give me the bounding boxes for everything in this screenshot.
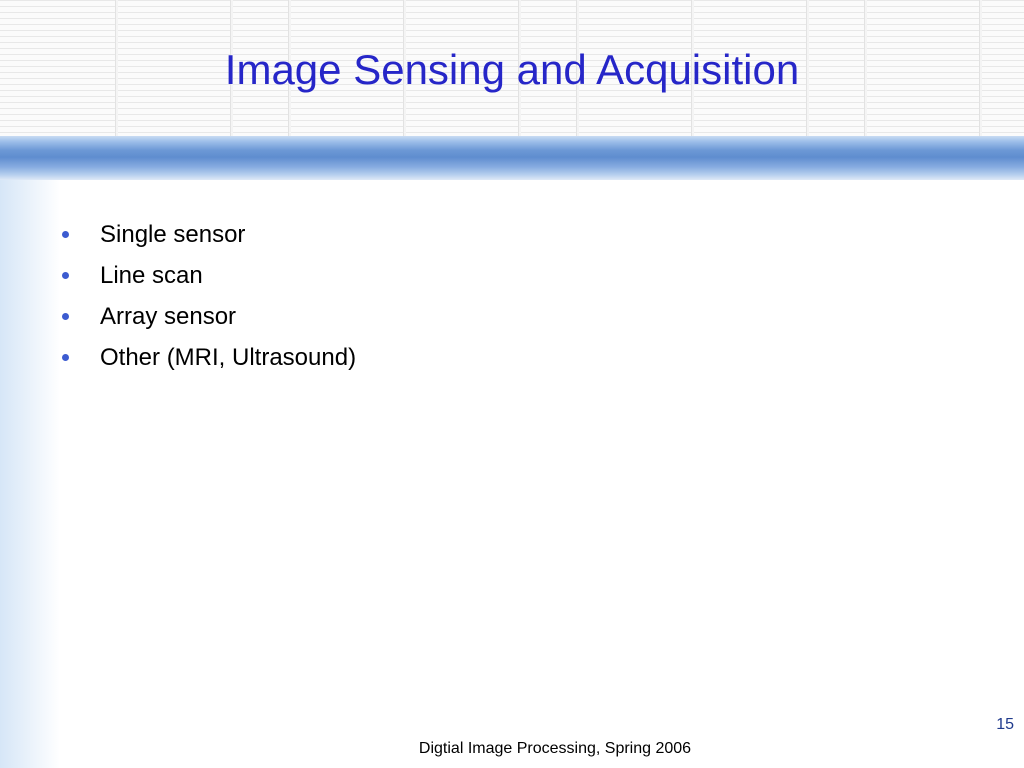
bullet-text: Line scan (100, 262, 203, 289)
slide-title: Image Sensing and Acquisition (224, 46, 800, 93)
bullet-dot-icon (62, 354, 69, 361)
bullet-dot-icon (62, 272, 69, 279)
bullet-text: Other (MRI, Ultrasound) (100, 344, 357, 371)
bullet-item (60, 296, 356, 337)
header-blue-band (0, 136, 1024, 180)
bullet-dot-icon (62, 313, 69, 320)
bullet-text: Array sensor (100, 303, 237, 330)
left-edge-gradient (0, 176, 60, 768)
page-number: 15 (996, 716, 1014, 733)
bullet-text: Single sensor (100, 221, 246, 248)
bullet-item (60, 337, 356, 378)
bullet-item (60, 255, 356, 296)
bullet-item (60, 214, 356, 255)
bullet-list (60, 214, 356, 378)
footer-text: Digtial Image Processing, Spring 2006 (418, 740, 692, 757)
bullet-dot-icon (62, 231, 69, 238)
